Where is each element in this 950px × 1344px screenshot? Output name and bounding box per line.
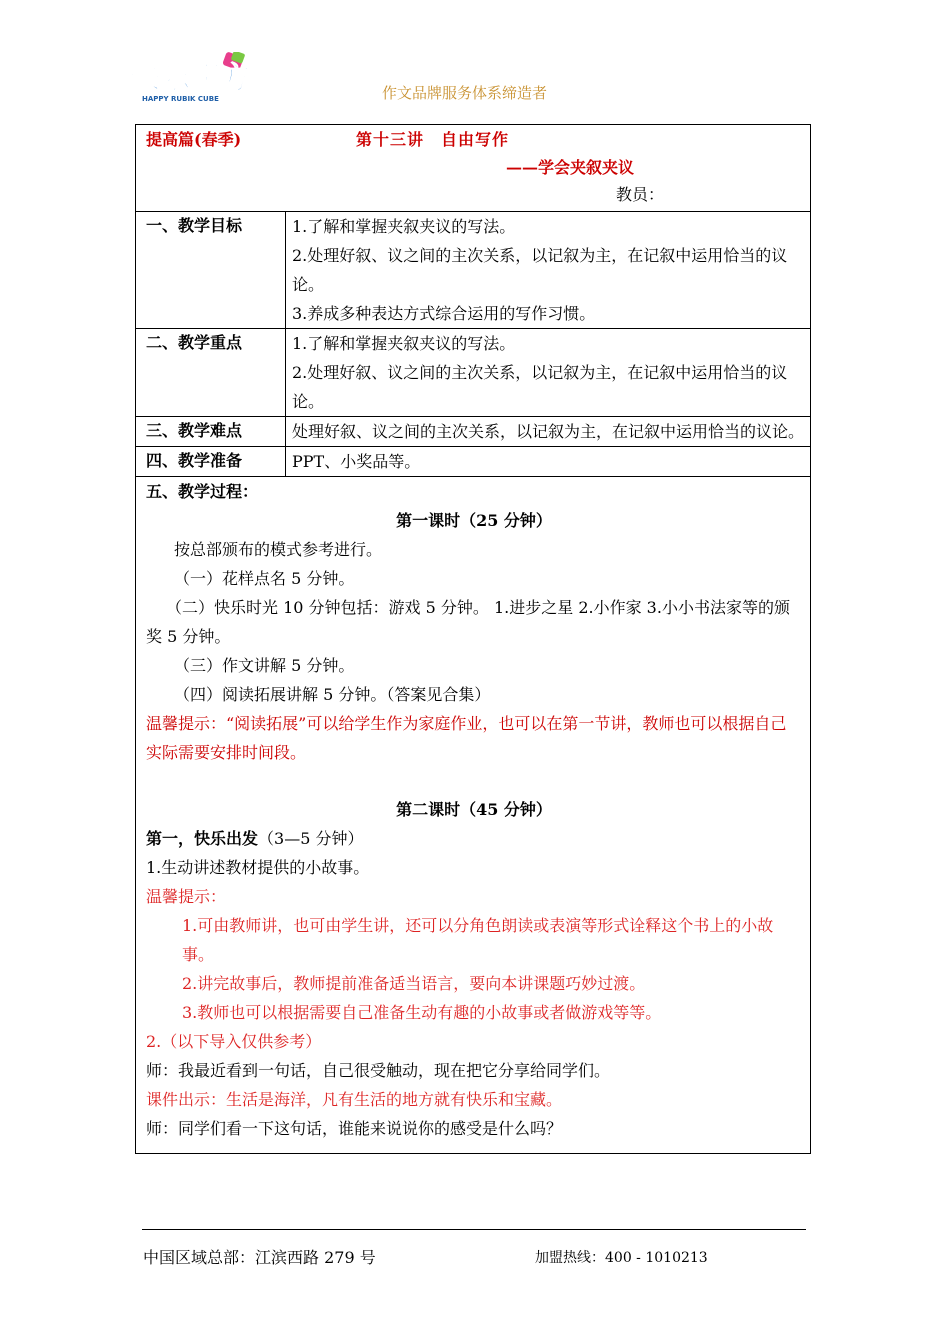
row-line: 3.养成多种表达方式综合运用的写作习惯。 bbox=[292, 304, 596, 323]
paragraph: 2.（以下导入仅供参考） bbox=[146, 1032, 322, 1051]
session1-title: 第一课时（25 分钟） bbox=[396, 511, 552, 530]
row-content bbox=[286, 212, 810, 328]
row-objectives bbox=[136, 212, 810, 329]
courseware-line: 课件出示：生活是海洋，凡有生活的地方就有快乐和宝藏。 bbox=[146, 1090, 563, 1109]
brand-logo bbox=[128, 52, 258, 104]
footer-hotline: 加盟热线：400 - 1010213 bbox=[535, 1250, 708, 1266]
tip-heading: 温馨提示： bbox=[146, 887, 227, 906]
row-content bbox=[286, 417, 810, 446]
footer-divider bbox=[142, 1229, 806, 1230]
slogan: 作文品牌服务体系缔造者 bbox=[382, 84, 548, 102]
paragraph: （二）快乐时光 10 分钟包括：游戏 5 分钟。 1.进步之星 2.小作家 3.小小书法家等的颁奖 5 分钟。 bbox=[146, 598, 790, 646]
row-line: 2.处理好叙、议之间的主次关系，以记叙为主，在记叙中运用恰当的议论。 bbox=[292, 246, 788, 294]
tip-item: 1.可由教师讲，也可由学生讲，还可以分角色朗读或表演等形式诠释这个书上的小故事。 bbox=[182, 916, 774, 964]
lesson-header bbox=[136, 125, 810, 212]
row-key-points bbox=[136, 329, 810, 417]
row-line: 1.了解和掌握夹叙夹议的写法。 bbox=[292, 334, 516, 353]
step-title: 第一，快乐出发 bbox=[146, 829, 259, 848]
paragraph: （四）阅读拓展讲解 5 分钟。（答案见合集） bbox=[174, 685, 491, 704]
logo-subtext: HAPPY RUBIK CUBE bbox=[142, 95, 219, 103]
process-heading: 五、教学过程： bbox=[146, 482, 259, 501]
teaching-process bbox=[136, 477, 810, 1153]
step-line bbox=[146, 824, 802, 853]
lesson-title: 第十三讲 自由写作 bbox=[356, 130, 510, 149]
lesson-subtitle: ——学会夹叙夹议 bbox=[506, 158, 635, 177]
row-label: 一、教学目标 bbox=[136, 212, 286, 328]
logo-text: 快乐魔方 bbox=[130, 61, 250, 96]
teacher-label: 教员： bbox=[616, 185, 665, 204]
footer-address: 中国区域总部：江滨西路 279 号 bbox=[143, 1248, 376, 1267]
lesson-sheet bbox=[135, 124, 811, 1154]
session2-title: 第二课时（45 分钟） bbox=[396, 800, 552, 819]
cube-logo-icon bbox=[128, 52, 258, 104]
row-content bbox=[286, 447, 810, 476]
paragraph: 按总部颁布的模式参考进行。 bbox=[174, 540, 383, 559]
paragraph: 1.生动讲述教材提供的小故事。 bbox=[146, 858, 370, 877]
row-label: 三、教学难点 bbox=[136, 417, 286, 446]
tip-item: 2.讲完故事后，教师提前准备适当语言，要向本讲课题巧妙过渡。 bbox=[182, 974, 646, 993]
tip-item: 3.教师也可以根据需要自己准备生动有趣的小故事或者做游戏等等。 bbox=[182, 1003, 662, 1022]
row-line: 处理好叙、议之间的主次关系，以记叙为主，在记叙中运用恰当的议论。 bbox=[292, 422, 805, 441]
row-line: 2.处理好叙、议之间的主次关系，以记叙为主，在记叙中运用恰当的议论。 bbox=[292, 363, 788, 411]
paragraph: （三）作文讲解 5 分钟。 bbox=[174, 656, 355, 675]
row-content bbox=[286, 329, 810, 416]
dialogue-line: 师：我最近看到一句话，自己很受触动，现在把它分享给同学们。 bbox=[146, 1061, 611, 1080]
step-duration: （3—5 分钟） bbox=[258, 829, 364, 848]
row-line: 1.了解和掌握夹叙夹议的写法。 bbox=[292, 217, 516, 236]
spacer bbox=[146, 767, 802, 795]
row-label: 四、教学准备 bbox=[136, 447, 286, 476]
row-line: PPT、小奖品等。 bbox=[292, 452, 421, 471]
course-level: 提高篇(春季) bbox=[146, 130, 242, 149]
row-difficulties bbox=[136, 417, 810, 447]
row-label: 二、教学重点 bbox=[136, 329, 286, 416]
dialogue-line: 师：同学们看一下这句话，谁能来说说你的感受是什么吗？ bbox=[146, 1119, 563, 1138]
tip-paragraph: 温馨提示：“阅读拓展”可以给学生作为家庭作业，也可以在第一节讲，教师也可以根据自己实际需要安排时间段。 bbox=[146, 714, 787, 762]
paragraph: （一）花样点名 5 分钟。 bbox=[174, 569, 355, 588]
row-preparation bbox=[136, 447, 810, 477]
